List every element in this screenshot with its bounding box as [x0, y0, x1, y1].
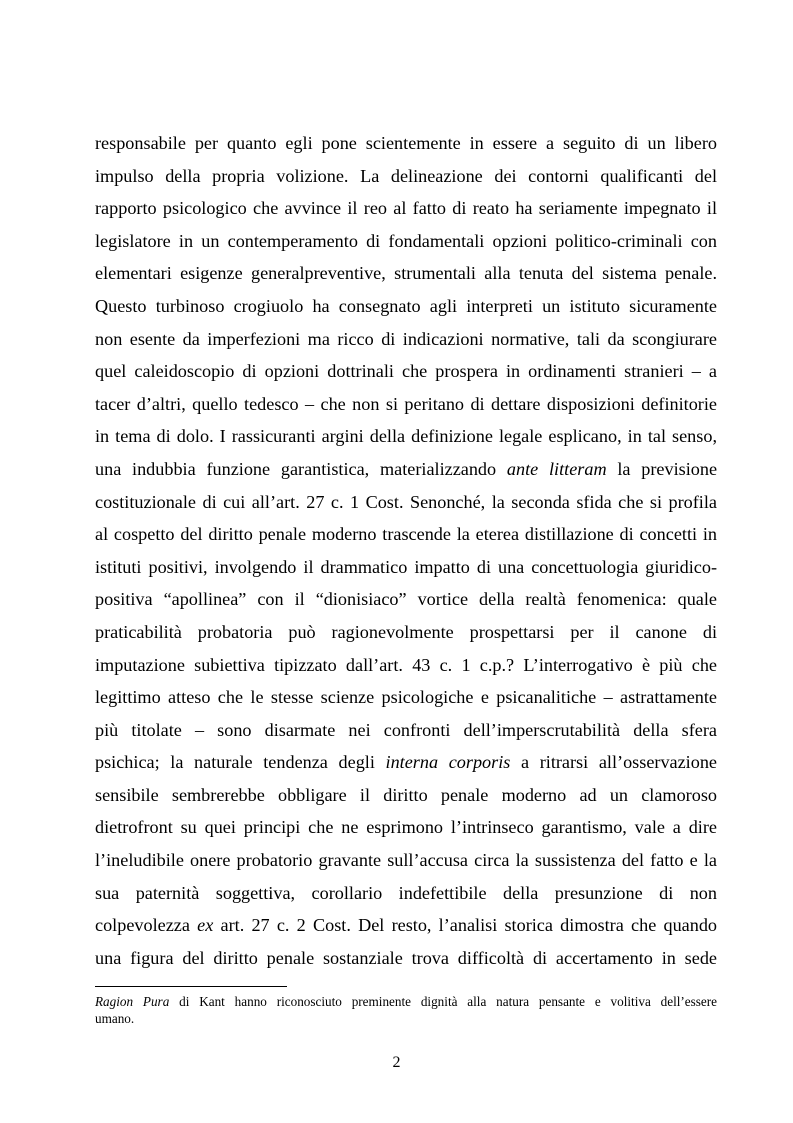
text-line: legittimo atteso che le stesse scienze psicologiche e psicanalitiche – astrattamente	[95, 687, 717, 708]
text-line: praticabilità probatoria può ragionevolmente prospettarsi per il canone di	[95, 621, 717, 642]
text-line: impulso della propria volizione. La delineazione dei contorni qualificanti del	[95, 165, 717, 186]
footnote-line: umano.	[95, 1011, 135, 1026]
text-line: Questo turbinoso crogiuolo ha consegnato agli interpreti un istituto sicuramente	[95, 295, 717, 316]
text-line: positiva “apollinea” con il “dionisiaco” vortice della realtà fenomenica: quale	[95, 589, 717, 610]
text-line: rapporto psicologico che avvince il reo al fatto di reato ha seriamente impegnato il	[95, 198, 717, 219]
text-line: l’ineludibile onere probatorio gravante sull’accusa circa la sussistenza del fatto e la	[95, 850, 717, 871]
text-line: responsabile per quanto egli pone scientemente in essere a seguito di un libero	[95, 133, 717, 153]
text-line: tacer d’altri, quello tedesco – che non si peritano di dettare disposizioni definitorie	[95, 393, 717, 414]
text-line: più titolate – sono disarmate nei confronti dell’imperscrutabilità della sfera	[95, 719, 717, 740]
body-text	[95, 127, 717, 974]
text-line: in tema di dolo. I rassicuranti argini della definizione legale esplicano, in tal senso,	[95, 426, 717, 447]
italic-term: Ragion Pura	[95, 994, 170, 1009]
text-line: colpevolezza ex art. 27 c. 2 Cost. Del resto, l’analisi storica dimostra che quando	[95, 915, 718, 936]
footnote-line: Ragion Pura di Kant hanno riconosciuto preminente dignità alla natura pensante e volitiva dell’essere	[95, 994, 718, 1009]
footnote	[95, 993, 717, 1027]
text-line: legislatore in un contemperamento di fondamentali opzioni politico-criminali con	[95, 230, 717, 251]
text-line: istituti positivi, involgendo il drammatico impatto di una concettuologia giuridico-	[95, 556, 717, 577]
text-line: imputazione subiettiva tipizzato dall’art. 43 c. 1 c.p.? L’interrogativo è più che	[95, 654, 717, 675]
italic-term: interna corporis	[385, 752, 511, 773]
footnote-separator	[95, 986, 287, 987]
text-line: psichica; la naturale tendenza degli interna corporis a ritrarsi all’osservazione	[95, 752, 717, 773]
text-line: al cospetto del diritto penale moderno trascende la eterea distillazione di concetti in	[95, 524, 717, 545]
text-line: una figura del diritto penale sostanziale trova difficoltà di accertamento in sede	[95, 947, 717, 968]
text-line: una indubbia funzione garantistica, materializzando ante litteram la previsione	[95, 458, 718, 479]
text-line: sensibile sembrerebbe obbligare il diritto penale moderno ad un clamoroso	[95, 784, 717, 805]
text-line: sua paternità soggettiva, corollario indefettibile della presunzione di non	[95, 882, 717, 903]
italic-term: ante litteram	[506, 458, 607, 479]
page-number: 2	[392, 1054, 401, 1071]
text-line: dietrofront su quei principi che ne esprimono l’intrinseco garantismo, vale a dire	[95, 817, 717, 838]
text-line: non esente da imperfezioni ma ricco di indicazioni normative, tali da scongiurare	[95, 328, 717, 349]
text-line: elementari esigenze generalpreventive, strumentali alla tenuta del sistema penale.	[95, 263, 717, 284]
text-line: costituzionale di cui all’art. 27 c. 1 Cost. Senonché, la seconda sfida che si profila	[95, 491, 717, 512]
italic-term: ex	[197, 915, 214, 936]
text-line: quel caleidoscopio di opzioni dottrinali che prospera in ordinamenti stranieri – a	[95, 361, 717, 382]
